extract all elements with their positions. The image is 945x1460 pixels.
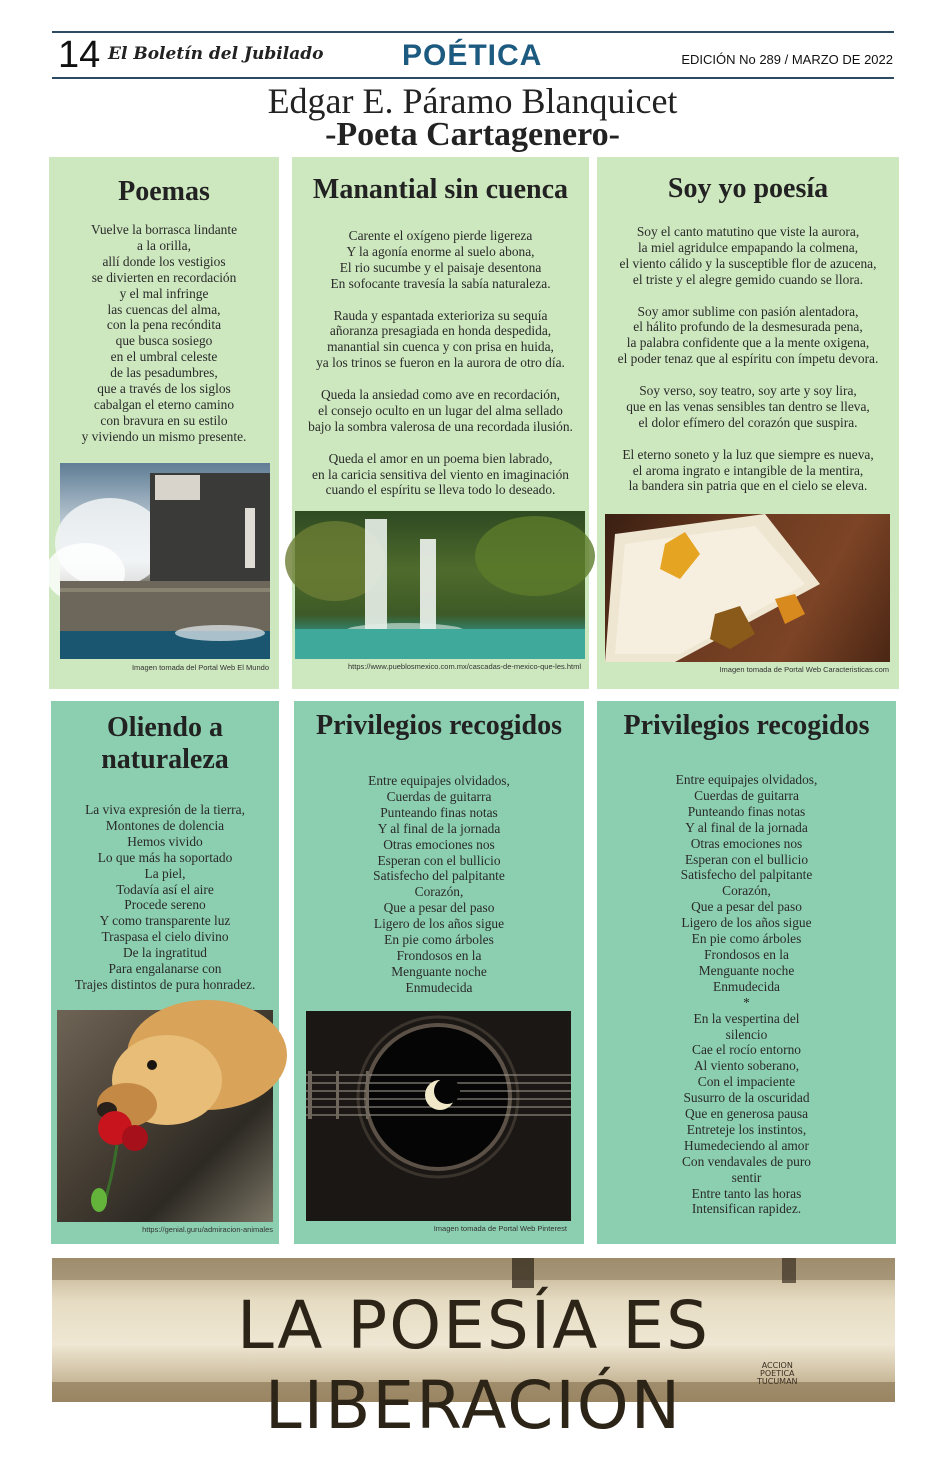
poem-line: sentir xyxy=(731,1169,762,1185)
poem-line: silencio xyxy=(725,1026,768,1042)
poem-line: el consejo oculto en un lugar del alma sellado xyxy=(318,402,563,418)
poem-line: Esperan con el bullicio xyxy=(684,851,809,867)
poem-line: Y al final de la jornada xyxy=(377,820,501,836)
poem-stanza xyxy=(49,222,279,445)
poem-title: Privilegios recogidos xyxy=(316,710,562,741)
poem-line: Satisfecho del palpitante xyxy=(680,867,813,883)
poem-line: La piel, xyxy=(144,865,186,881)
poem-line: con bravura en su estilo xyxy=(100,412,228,428)
poem-line: Hemos vivido xyxy=(127,833,203,849)
poem-panel-privilegios-2 xyxy=(597,701,896,1244)
banner-signature-line: POETICA xyxy=(760,1369,795,1378)
poem-line: el triste y el alegre gemido cuando se llora. xyxy=(632,271,864,287)
poem-text xyxy=(51,802,279,993)
poem-line: En sofocante travesía la sabía naturaleza. xyxy=(330,275,551,291)
poem-line: Intensifican rapidez. xyxy=(691,1201,802,1217)
photo-credit: https://www.pueblosmexico.com.mx/cascadas-de-mexico-que-les.html xyxy=(347,662,581,671)
poem-panel-soy-yo-poesia xyxy=(597,157,899,689)
poem-line: bajo la sombra valerosa de una recordada ilusión. xyxy=(308,418,573,434)
poem-line: el dolor efímero del corazón que suspira. xyxy=(638,414,858,430)
photo-credit: Imagen tomada del Portal Web El Mundo xyxy=(131,663,269,672)
poem-line: manantial sin cuenca y con prisa en huida, xyxy=(327,339,554,355)
poem-line: Rauda y espantada exterioriza su sequía xyxy=(333,307,548,323)
publication-name: El Boletín del Jubilado xyxy=(108,44,324,64)
poem-line: Susurro de la oscuridad xyxy=(683,1090,810,1106)
poem-line: Soy el canto matutino que viste la aurora, xyxy=(636,224,860,239)
poem-stanza xyxy=(597,383,899,431)
poem-text xyxy=(49,222,279,445)
photo-credit: Imagen tomada de Portal Web Caracteristicas.com xyxy=(719,665,889,674)
poem-line: en el umbral celeste xyxy=(110,349,218,365)
poem-line: De la ingratitud xyxy=(122,945,208,961)
poem-line: Procede sereno xyxy=(124,897,206,913)
poem-line: En pie como árboles xyxy=(384,932,494,948)
banner-text: LA POESÍA ES LIBERACIÓN xyxy=(237,1287,710,1444)
poem-panel-oliendo xyxy=(51,701,279,1244)
poem-line: En la vespertina del xyxy=(693,1010,800,1026)
poem-line: Entre equipajes olvidados, xyxy=(368,773,510,788)
poem-line: Que a pesar del paso xyxy=(383,900,495,916)
poem-title-line: naturaleza xyxy=(101,744,229,775)
poem-line: añoranza presagiada en honda despedida, xyxy=(329,323,552,339)
poem-line: Al viento soberano, xyxy=(693,1058,800,1074)
section-title: POÉTICA xyxy=(402,39,543,72)
poem-stanza xyxy=(597,304,899,368)
poem-title-line: Oliendo a xyxy=(107,712,223,743)
poem-line: Soy amor sublime con pasión alentadora, xyxy=(637,303,859,319)
poem-stanza xyxy=(597,772,896,1217)
poem-line: Satisfecho del palpitante xyxy=(373,868,505,884)
poem-line: Otras emociones nos xyxy=(383,836,495,852)
photo-waterfall xyxy=(295,511,585,659)
poem-stanza xyxy=(292,308,589,372)
photo-dog-drawing xyxy=(57,1010,273,1222)
poem-stanza xyxy=(597,224,899,288)
poem-line: Trajes distintos de pura honradez. xyxy=(74,976,256,992)
poem-line: En pie como árboles xyxy=(691,931,802,947)
photo-guitar-drawing xyxy=(306,1011,571,1221)
photo-book-leaves xyxy=(605,514,890,662)
photo-dog-rose xyxy=(57,1010,273,1222)
poem-stanza xyxy=(292,387,589,435)
author-name: Edgar E. Páramo Blanquicet xyxy=(267,81,678,121)
photo-lighthouse-drawing xyxy=(60,463,270,659)
poem-title: Poemas xyxy=(118,176,210,207)
poem-line: Con vendavales de puro xyxy=(681,1153,812,1169)
poem-line: Enmudecida xyxy=(405,979,473,995)
poem-line: Y al final de la jornada xyxy=(685,819,808,835)
poem-line: Todavía así el aire xyxy=(116,881,214,897)
poem-panel-privilegios-1 xyxy=(294,701,584,1244)
poem-stanza xyxy=(292,451,589,499)
poem-line: El eterno soneto y la luz que siempre es nueva, xyxy=(622,446,874,462)
poem-line: Y como transparente luz xyxy=(99,913,231,929)
poem-line: allí donde los vestigios xyxy=(102,253,226,269)
poem-line: Lo que más ha soportado xyxy=(97,849,233,865)
poem-stanza xyxy=(597,447,899,495)
poem-line: que en las venas sensibles tan dentro se lleva, xyxy=(626,398,870,414)
poem-title xyxy=(51,712,279,776)
header-rule-top xyxy=(52,31,894,33)
photo-waterfall-drawing xyxy=(295,511,585,659)
poem-line: Frondosos en la xyxy=(704,946,789,962)
poem-line: la miel agridulce empapando la colmena, xyxy=(637,239,859,255)
poem-panel-poemas xyxy=(49,157,279,689)
banner-signature-line: ACCION xyxy=(761,1361,793,1370)
poem-panel-manantial xyxy=(292,157,589,689)
poem-line: las cuencas del alma, xyxy=(107,301,221,317)
poem-line: de las pesadumbres, xyxy=(110,365,218,381)
poem-line: Vuelve la borrasca lindante xyxy=(90,222,238,237)
poem-line: Menguante noche xyxy=(698,962,795,978)
poem-line: Soy verso, soy teatro, soy arte y soy lira, xyxy=(639,383,857,399)
photo-book-drawing xyxy=(605,514,890,662)
poem-line: Para engalanarse con xyxy=(108,961,222,977)
poem-line: Humedeciendo al amor xyxy=(684,1137,809,1153)
poem-line: Queda la ansiedad como ave en recordación, xyxy=(320,387,561,403)
poem-line: Queda el amor en un poema bien labrado, xyxy=(328,450,553,466)
poem-title: Privilegios recogidos xyxy=(623,710,870,741)
poem-line: Corazón, xyxy=(722,883,771,899)
poem-stanza xyxy=(294,773,584,996)
poem-title: Manantial sin cuenca xyxy=(312,174,569,205)
poem-line: Cae el rocío entorno xyxy=(692,1042,801,1058)
poem-line: El rio sucumbe y el paisaje desentona xyxy=(339,259,542,275)
poem-line: Ligero de los años sigue xyxy=(373,916,505,932)
photo-lighthouse-waves xyxy=(60,463,270,659)
poem-line: y viviendo un mismo presente. xyxy=(81,428,247,444)
poem-line: Traspasa el cielo divino xyxy=(101,929,229,945)
poem-line: Y la agonía enorme al suelo abona, xyxy=(346,243,535,259)
poem-line: Que en generosa pausa xyxy=(684,1106,809,1122)
poem-line: cuando el espíritu se lleva todo lo deseado. xyxy=(325,482,556,498)
poem-line: Enmudecida xyxy=(713,978,780,994)
poem-line: Ligero de los años sigue xyxy=(681,915,812,931)
poem-line: con la pena recóndita xyxy=(106,317,222,333)
poem-line: Con el impaciente xyxy=(697,1074,796,1090)
poem-line: la bandera sin patria que en el cielo se eleva. xyxy=(628,478,868,494)
banner-graffiti xyxy=(52,1258,895,1444)
banner-signature xyxy=(757,1362,798,1386)
poem-line: Montones de dolencia xyxy=(105,817,225,833)
poem-line: el hálito profundo de la desmesurada pena, xyxy=(633,319,863,335)
photo-credit: https://genial.guru/admiracion-animales xyxy=(142,1225,273,1234)
poem-line: Que a pesar del paso xyxy=(691,899,802,915)
header-rule-bottom xyxy=(52,77,894,79)
poem-text xyxy=(294,773,584,996)
poem-line: que busca sosiego xyxy=(115,333,213,349)
poem-line: Menguante noche xyxy=(391,963,487,979)
photo-credit: Imagen tomada de Portal Web Pinterest xyxy=(433,1224,567,1233)
poem-line: Esperan con el bullicio xyxy=(377,852,501,868)
poem-line: en la caricia sensitiva del viento en imaginación xyxy=(312,466,569,482)
poem-line: Entre equipajes olvidados, xyxy=(675,772,818,787)
poem-line: Entre tanto las horas xyxy=(691,1185,802,1201)
poem-line: a la orilla, xyxy=(137,237,191,253)
poem-stanza xyxy=(292,228,589,292)
poem-text xyxy=(597,224,899,494)
poem-line: Corazón, xyxy=(414,884,464,900)
poem-line: se divierten en recordación xyxy=(91,269,237,285)
poem-line: el aroma ingrato e intangible de la mentira, xyxy=(632,462,864,478)
photo-guitar-moon xyxy=(306,1011,571,1221)
poem-line: que a través de los siglos xyxy=(97,381,231,397)
poem-line: Otras emociones nos xyxy=(690,835,803,851)
poem-line: Frondosos en la xyxy=(396,947,482,963)
page-number: 14 xyxy=(58,34,101,76)
poem-line: Entreteje los instintos, xyxy=(686,1121,807,1137)
poem-line: ya los trinos se fueron en la aurora de otro día. xyxy=(316,355,565,371)
poem-title: Soy yo poesía xyxy=(667,173,829,204)
poem-line: y el mal infringe xyxy=(119,285,209,301)
poem-line: Cuerdas de guitarra xyxy=(694,787,799,803)
poem-line: el poder tenaz que al espíritu con ímpetu devora. xyxy=(617,351,879,367)
poem-stanza xyxy=(51,802,279,993)
poem-line: * xyxy=(743,994,750,1010)
poem-text xyxy=(292,228,589,498)
poem-line: Punteando finas notas xyxy=(687,803,806,819)
edition-info: EDICIÓN No 289 / MARZO DE 2022 xyxy=(681,52,893,67)
banner-signature-line: TUCUMAN xyxy=(757,1377,798,1386)
poem-line: Carente el oxígeno pierde ligereza xyxy=(348,228,533,243)
author-subtitle: -Poeta Cartagenero- xyxy=(325,116,620,153)
poem-line: la palabra confidente que a la mente oxigena, xyxy=(626,335,870,351)
poem-line: cabalgan el eterno camino xyxy=(93,396,235,412)
poem-line: Cuerdas de guitarra xyxy=(386,788,492,804)
poem-line: el viento cálido y la susceptible flor de azucena, xyxy=(619,255,877,271)
poem-line: Punteando finas notas xyxy=(380,804,498,820)
poem-text xyxy=(597,772,896,1217)
poem-line: La viva expresión de la tierra, xyxy=(85,802,245,817)
